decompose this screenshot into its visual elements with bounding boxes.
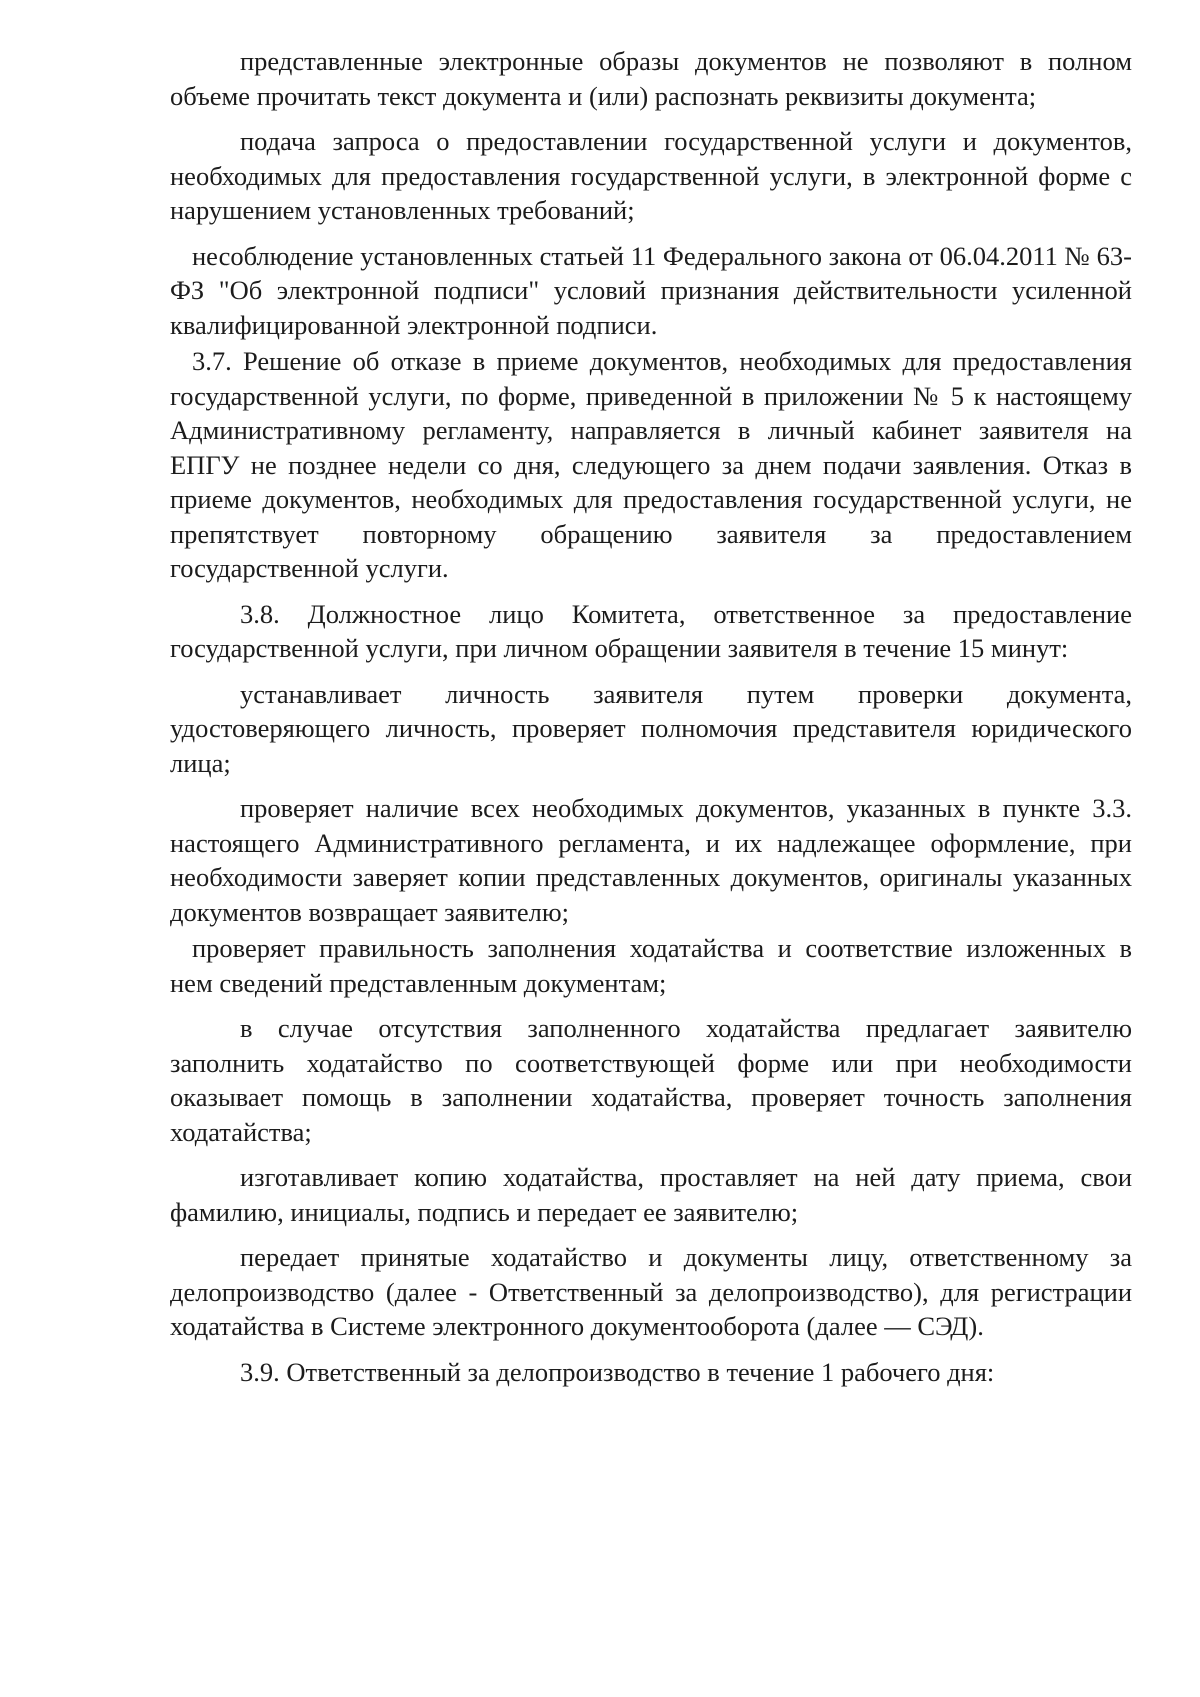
paragraph-signature-noncompliance: несоблюдение установленных статьей 11 Федерального закона от 06.04.2011 № 63-ФЗ "Об электронной подписи" условий признания действительности усиленной квалифицированной электронной подписи.: [170, 240, 1132, 340]
paragraph-3-9-records-officer: 3.9. Ответственный за делопроизводство в течение 1 рабочего дня:: [240, 1356, 995, 1387]
paragraph-3-8-official-duties: 3.8. Должностное лицо Комитета, ответственное за предоставление государственной услуги, при личном обращении заявителя в течение 15 минут:: [170, 598, 1132, 663]
paragraph-3-7-refusal-decision: 3.7. Решение об отказе в приеме документов, необходимых для предоставления государственной услуги, по форме, приведенной в приложении № 5 к настоящему Административному регламенту, направляется в личный кабинет заявителя на ЕПГУ не позднее недели со дня, следующего за днем подачи заявления. Отказ в приеме документов, необходимых для предоставления государственной услуги, не препятствует повторному обращению заявителя за предоставлением государственной услуги.: [170, 346, 1132, 583]
paragraph-invalid-images: представленные электронные образы документов не позволяют в полном объеме прочитать текст документа и (или) распознать реквизиты документа;: [170, 46, 1132, 111]
paragraph-request-violation: подача запроса о предоставлении государственной услуги и документов, необходимых для предоставления государственной услуги, в электронной форме с нарушением установленных требований;: [170, 126, 1132, 225]
paragraph-identity-check: устанавливает личность заявителя путем проверки документа, удостоверяющего личность, проверяет полномочия представителя юридического лица;: [170, 678, 1132, 778]
paragraph-petition-check: проверяет правильность заполнения ходатайства и соответствие изложенных в нем сведений представленным документам;: [170, 933, 1132, 998]
paragraph-petition-copy: изготавливает копию ходатайства, проставляет на ней дату приема, свои фамилию, инициалы, подпись и передает ее заявителю;: [170, 1162, 1132, 1227]
paragraph-documents-check: проверяет наличие всех необходимых документов, указанных в пункте 3.3. настоящего Административного регламента, и их надлежащее оформление, при необходимости заверяет копии представленных документов, оригиналы указанных документов возвращает заявителю;: [170, 793, 1132, 927]
paragraph-transfer-to-records: передает принятые ходатайство и документы лицу, ответственному за делопроизводство (далее - Ответственный за делопроизводство), для регистрации ходатайства в Системе электронного документооборота (далее — СЭД).: [170, 1242, 1132, 1341]
document-body: [170, 44, 1132, 1400]
paragraph-petition-assistance: в случае отсутствия заполненного ходатайства предлагает заявителю заполнить ходатайство по соответствующей форме или при необходимости оказывает помощь в заполнении ходатайства, проверяет точность заполнения ходатайства;: [170, 1013, 1132, 1147]
